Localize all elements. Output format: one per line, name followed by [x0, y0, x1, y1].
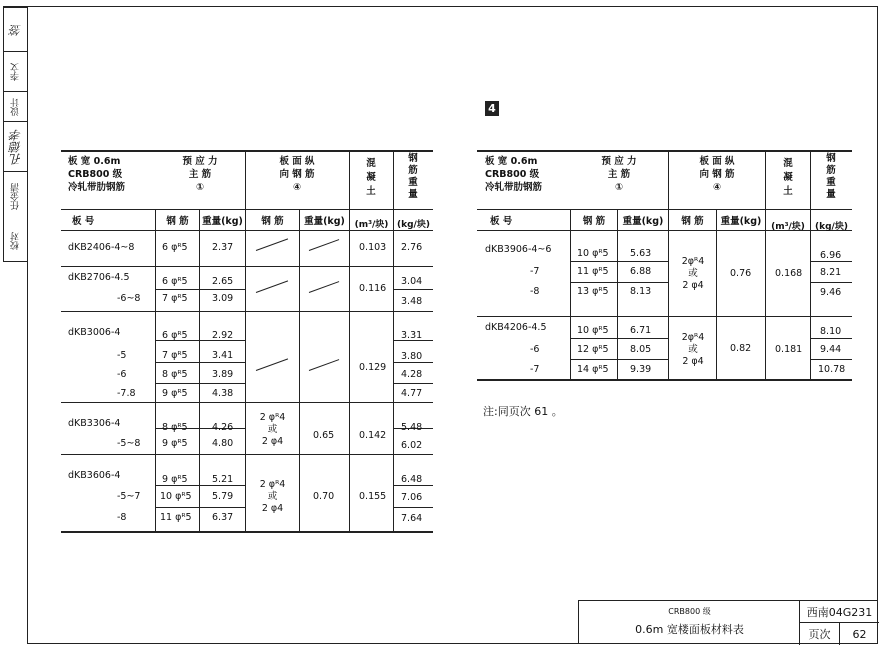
rt-row-bar: 13 φᴿ5	[577, 286, 609, 297]
section-number: 4	[485, 101, 499, 116]
lt-longbar: 2 φᴿ4 或 2 φ4	[259, 412, 286, 447]
rt-hdr-prestress: 预 应 力 主 筋 ①	[601, 156, 637, 193]
title-grade: CRB800 级	[668, 607, 711, 616]
lt-row-wt: 5.79	[212, 491, 234, 502]
lt-longwt: 0.65	[313, 430, 335, 441]
lt-row-id: -6	[117, 369, 127, 380]
lt-row-bar: 9 φᴿ5	[162, 438, 188, 449]
lt-steel: 5.48	[401, 422, 423, 433]
approval-cell-5: 任金清	[4, 171, 27, 222]
lt-steel: 7.64	[401, 513, 423, 524]
lt-row-id: -7.8	[117, 388, 136, 399]
lt-row-id: -5	[117, 350, 127, 361]
lt-sub-bar: 钢 筋	[166, 216, 189, 227]
lt-hdr-steelwt: 钢 筋 重 量	[408, 153, 418, 200]
lt-row-bar: 8 φᴿ5	[162, 422, 188, 433]
lt-row-bar: 6 φᴿ5	[162, 330, 188, 341]
rt-row-wt: 5.63	[630, 248, 652, 259]
lt-row-bar: 7 φᴿ5	[162, 293, 188, 304]
footnote: 注:同页次 61 。	[483, 405, 563, 418]
lt-row-bar: 6 φᴿ5	[162, 242, 188, 253]
lt-row-wt: 6.37	[212, 512, 234, 523]
page-number: 62	[852, 627, 867, 641]
lt-row-bar: 10 φᴿ5	[160, 491, 192, 502]
rt-sub-bar2: 钢 筋	[681, 216, 704, 227]
lt-steel: 4.28	[401, 369, 423, 380]
rt-sub-conc: (m³/块)	[771, 222, 805, 232]
lt-row-wt: 2.92	[212, 330, 234, 341]
lt-row-id: dKB3306-4	[68, 418, 121, 429]
rt-longwt: 0.82	[730, 343, 752, 354]
lt-row-wt: 4.80	[212, 438, 234, 449]
rt-steel: 9.46	[820, 287, 842, 298]
lt-row-wt: 4.38	[212, 388, 234, 399]
lt-steel: 4.77	[401, 388, 423, 399]
rt-longwt: 0.76	[730, 268, 752, 279]
lt-hdr-longit: 板 面 纵 向 钢 筋 ④	[279, 156, 315, 193]
lt-steel: 3.31	[401, 330, 423, 341]
rt-row-wt: 8.13	[630, 286, 652, 297]
lt-row-bar: 7 φᴿ5	[162, 350, 188, 361]
rt-row-bar: 10 φᴿ5	[577, 248, 609, 259]
lt-longwt: 0.70	[313, 491, 335, 502]
rt-sub-weight2: 重量(kg)	[720, 216, 762, 227]
rt-row-bar: 10 φᴿ5	[577, 325, 609, 336]
lt-steel: 3.04	[401, 276, 423, 287]
rt-row-wt: 9.39	[630, 364, 652, 375]
rt-row-bar: 11 φᴿ5	[577, 266, 609, 277]
lt-conc: 0.116	[359, 283, 387, 294]
rt-row-wt: 6.88	[630, 266, 652, 277]
lt-sub-weight2: 重量(kg)	[304, 216, 345, 227]
rt-hdr-longit: 板 面 纵 向 钢 筋 ④	[699, 156, 735, 193]
lt-sub-board: 板 号	[72, 216, 95, 227]
lt-steel: 2.76	[401, 242, 423, 253]
lt-sub-conc: (m³/块)	[354, 220, 389, 230]
title-name: 0.6m 宽楼面板材料表	[635, 623, 744, 636]
lt-sub-steel: (kg/块)	[397, 220, 430, 230]
rt-longbar: 2φᴿ4 或 2 φ4	[681, 256, 705, 291]
lt-sub-weight: 重量(kg)	[202, 216, 243, 227]
lt-row-id: dKB3006-4	[68, 327, 121, 338]
rt-row-bar: 12 φᴿ5	[577, 344, 609, 355]
lt-row-wt: 3.89	[212, 369, 234, 380]
lt-row-bar: 9 φᴿ5	[162, 474, 188, 485]
lt-row-wt: 4.26	[212, 422, 234, 433]
page-label: 页次	[800, 623, 840, 645]
approval-cell-2: 李文	[4, 51, 27, 92]
lt-hdr-board: 板 宽 0.6m CRB800 级 冷轧带肋钢筋	[68, 156, 126, 193]
lt-steel: 7.06	[401, 492, 423, 503]
lt-longbar: 2 φᴿ4 或 2 φ4	[259, 479, 286, 514]
lt-row-id: -8	[117, 512, 127, 523]
lt-conc: 0.103	[359, 242, 387, 253]
rt-steel: 8.10	[820, 326, 842, 337]
rt-steel: 6.96	[820, 250, 842, 261]
rt-hdr-steelwt: 钢 筋 重 量	[826, 153, 836, 200]
lt-hdr-prestress: 预 应 力 主 筋 ①	[182, 156, 218, 193]
rt-sub-board: 板 号	[490, 216, 513, 227]
lt-row-bar: 11 φᴿ5	[160, 512, 192, 523]
approval-strip	[3, 6, 27, 262]
lt-steel: 3.48	[401, 296, 423, 307]
rt-sub-bar: 钢 筋	[582, 216, 606, 227]
rt-row-id: dKB3906-4~6	[485, 244, 552, 255]
lt-row-id: -6~8	[117, 293, 141, 304]
rt-steel: 10.78	[818, 364, 846, 375]
approval-signature-4: 孔德孝	[4, 121, 27, 172]
rt-row-id: -7	[530, 364, 540, 375]
rt-steel: 9.44	[820, 344, 842, 355]
lt-row-bar: 6 φᴿ5	[162, 276, 188, 287]
lt-steel: 6.02	[401, 440, 423, 451]
title-block-title	[579, 601, 800, 645]
lt-conc: 0.142	[359, 430, 387, 441]
lt-conc: 0.129	[359, 362, 387, 373]
lt-row-bar: 8 φᴿ5	[162, 369, 188, 380]
lt-row-id: dKB2406-4~8	[68, 242, 135, 253]
rt-row-id: dKB4206-4.5	[485, 322, 547, 333]
lt-row-bar: 9 φᴿ5	[162, 388, 188, 399]
lt-row-id: -5~7	[117, 491, 141, 502]
lt-row-wt: 3.41	[212, 350, 234, 361]
lt-row-id: dKB3606-4	[68, 470, 121, 481]
rt-row-wt: 8.05	[630, 344, 652, 355]
lt-row-id: -5~8	[117, 438, 141, 449]
approval-signature-1: 签	[4, 7, 27, 52]
lt-row-id: dKB2706-4.5	[68, 272, 130, 283]
lt-row-wt: 2.65	[212, 276, 234, 287]
atlas-number: 西南04G231	[800, 601, 879, 623]
rt-row-id: -6	[530, 344, 540, 355]
rt-row-id: -7	[530, 266, 540, 277]
rt-longbar: 2φᴿ4 或 2 φ4	[681, 332, 705, 367]
lt-conc: 0.155	[359, 491, 387, 502]
rt-conc: 0.168	[775, 268, 803, 279]
title-block	[578, 600, 878, 644]
rt-steel: 8.21	[820, 267, 842, 278]
rt-sub-steel: (kg/块)	[815, 222, 848, 232]
lt-row-wt: 2.37	[212, 242, 234, 253]
approval-cell-3: 设计	[4, 91, 27, 122]
lt-steel: 3.80	[401, 351, 423, 362]
rt-sub-weight: 重量(kg)	[622, 216, 664, 227]
lt-row-wt: 5.21	[212, 474, 234, 485]
rt-hdr-board: 板 宽 0.6m CRB800 级 冷轧带肋钢筋	[485, 156, 543, 193]
rt-row-wt: 6.71	[630, 325, 652, 336]
rt-conc: 0.181	[775, 344, 803, 355]
lt-steel: 6.48	[401, 474, 423, 485]
rt-row-id: -8	[530, 286, 540, 297]
lt-sub-bar2: 钢 筋	[261, 216, 284, 227]
rt-hdr-concrete: 混 凝 土	[783, 158, 793, 197]
rt-row-bar: 14 φᴿ5	[577, 364, 609, 375]
lt-hdr-concrete: 混 凝 土	[366, 158, 376, 197]
lt-row-wt: 3.09	[212, 293, 234, 304]
approval-cell-6: 校对	[11, 232, 21, 251]
